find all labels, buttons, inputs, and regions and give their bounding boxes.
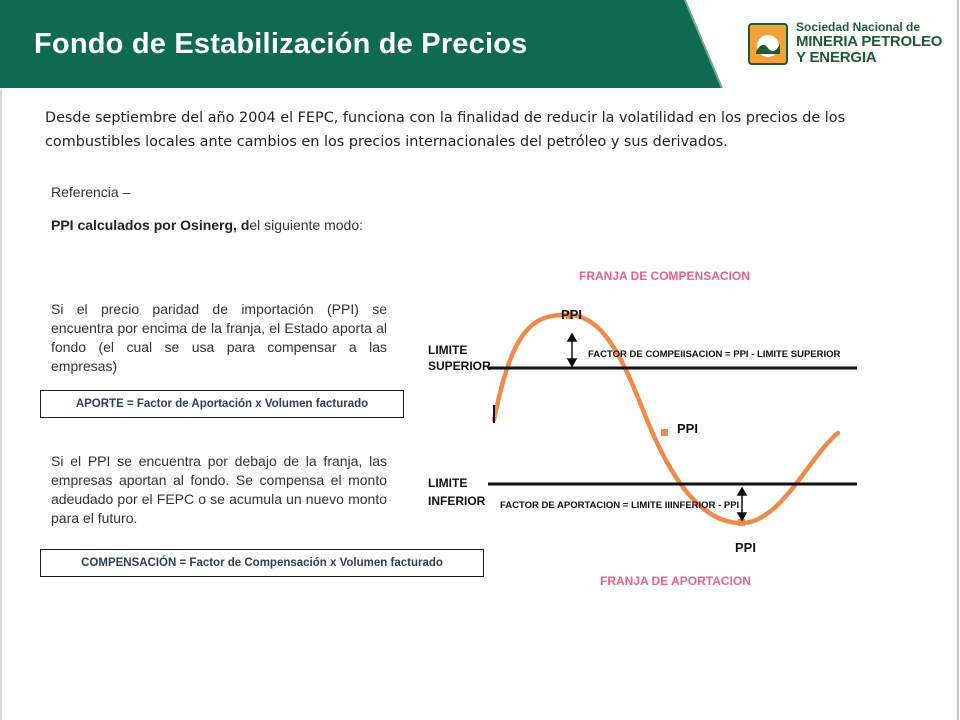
ppi-sine-wave	[494, 315, 838, 523]
factor-compensacion-label: FACTOR DE COMPEIISACION = PPI - LIMITE SUPERIOR	[588, 349, 841, 360]
page-title: Fondo de Estabilización de Precios	[34, 28, 528, 60]
below-band-paragraph: Si el PPI se encuentra por debajo de la franja, las empresas aportan al fondo. Se compensa el monto adeudado por el FEPC o se acumula un nuevo monto para el futuro.	[51, 453, 387, 526]
limite-superior-label-2: SUPERIOR	[428, 359, 491, 373]
logo-sun-icon	[748, 22, 788, 66]
compensacion-arrow-icon	[568, 334, 576, 366]
limite-superior-label-1: LIMITE	[428, 343, 468, 357]
aportacion-arrow-icon	[738, 488, 746, 520]
logo-line-2: MINERIA PETROLEO	[796, 33, 943, 50]
ppi-rest-text: el siguiente modo:	[249, 217, 364, 233]
factor-aportacion-label: FACTOR DE APORTACION = LIMITE IIINFERIOR - PPI	[500, 500, 740, 511]
limite-inferior-label-1: LIMITE	[428, 476, 468, 490]
ppi-paragraph	[51, 216, 387, 235]
above-band-paragraph: Si el precio paridad de importación (PPI) se encuentra por encima de la franja, el Estado aporta al fondo (el cual se usa para compensar a las empresas)	[51, 301, 387, 374]
intro-paragraph: Desde septiembre del año 2004 el FEPC, funciona con la finalidad de reducir la volatilidad en los precios de los combustibles locales ante cambios en los precios internacionales del petróleo y sus derivados.	[45, 110, 846, 150]
price-band-diagram	[420, 255, 880, 595]
company-logo	[748, 20, 948, 72]
franja-compensacion-label: FRANJA DE COMPENSACION	[579, 269, 750, 283]
ppi-bold-text: PPI calculados por Osinerg, d	[51, 217, 250, 233]
ppi-label-top: PPI	[561, 307, 582, 322]
compensacion-formula-box: COMPENSACIÓN = Factor de Compensación x Volumen facturado	[40, 549, 484, 577]
ppi-marker-mid	[661, 429, 668, 436]
frame-left-border	[0, 90, 2, 720]
frame-right-border	[957, 0, 959, 720]
limite-inferior-label-2: INFERIOR	[428, 494, 486, 508]
aporte-formula-box: APORTE = Factor de Aportación x Volumen facturado	[40, 390, 404, 418]
reference-label: Referencia –	[51, 184, 131, 200]
ppi-label-bottom: PPI	[735, 540, 756, 555]
logo-line-1: Sociedad Nacional de	[796, 20, 921, 34]
franja-aportacion-label: FRANJA DE APORTACION	[600, 574, 751, 588]
ppi-label-mid: PPI	[677, 421, 698, 436]
logo-line-3: Y ENERGIA	[796, 49, 877, 66]
